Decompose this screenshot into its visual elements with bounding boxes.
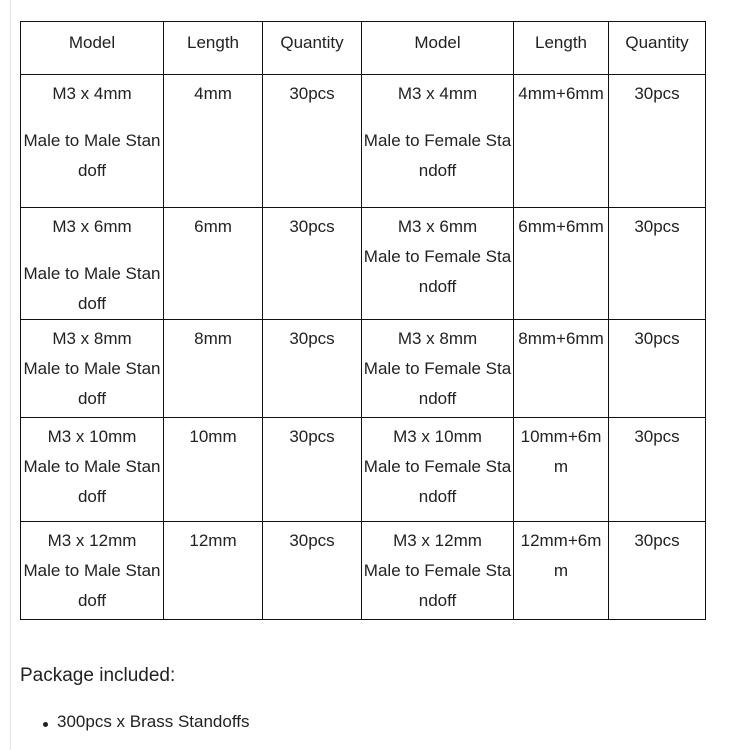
list-item: 300pcs x Brass Standoffs [20, 712, 249, 732]
model-size: M3 x 10mm [47, 427, 137, 446]
model-cell [21, 320, 164, 418]
package-included-heading: Package included: [20, 665, 176, 686]
model-cell [362, 522, 514, 620]
quantity-cell: 30pcs [609, 522, 706, 620]
model-cell [362, 320, 514, 418]
quantity-cell: 30pcs [609, 208, 706, 320]
model-type: Male to Female Standoff [363, 131, 512, 180]
model-cell [362, 208, 514, 320]
model-type: Male to Male Standoff [23, 457, 161, 506]
header-length: Length [164, 22, 263, 75]
table-row [21, 208, 706, 320]
table-row [21, 522, 706, 620]
model-type: Male to Male Standoff [23, 131, 161, 180]
model-type: Male to Male Standoff [23, 561, 161, 610]
left-border-rule [10, 0, 11, 750]
quantity-cell: 30pcs [263, 75, 362, 208]
model-type: Male to Female Standoff [363, 561, 512, 610]
length-cell: 12mm+6mm [514, 522, 609, 620]
model-cell [21, 522, 164, 620]
package-list [20, 712, 249, 732]
model-cell [21, 418, 164, 522]
model-size: M3 x 12mm [393, 531, 482, 550]
model-size: M3 x 12mm [47, 531, 137, 550]
quantity-cell: 30pcs [263, 418, 362, 522]
length-cell: 8mm+6mm [514, 320, 609, 418]
model-size: M3 x 6mm [397, 217, 478, 236]
length-cell: 4mm [164, 75, 263, 208]
model-cell [21, 75, 164, 208]
model-type: Male to Female Standoff [363, 247, 512, 296]
model-type: Male to Male Standoff [23, 359, 161, 408]
header-quantity: Quantity [609, 22, 706, 75]
table-row [21, 75, 706, 208]
model-cell [21, 208, 164, 320]
model-size: M3 x 4mm [52, 84, 132, 103]
model-size: M3 x 6mm [52, 217, 132, 236]
header-model: Model [21, 22, 164, 75]
header-length: Length [514, 22, 609, 75]
model-cell [362, 75, 514, 208]
length-cell: 6mm [164, 208, 263, 320]
quantity-cell: 30pcs [263, 320, 362, 418]
table-header-row [21, 22, 706, 75]
model-type: Male to Female Standoff [363, 457, 512, 506]
model-size: M3 x 4mm [397, 84, 478, 103]
length-cell: 12mm [164, 522, 263, 620]
model-size: M3 x 8mm [52, 329, 132, 348]
model-size: M3 x 10mm [393, 427, 482, 446]
quantity-cell: 30pcs [609, 418, 706, 522]
header-model: Model [362, 22, 514, 75]
model-type: Male to Male Standoff [23, 264, 161, 313]
length-cell: 6mm+6mm [514, 208, 609, 320]
standoff-spec-table [20, 21, 706, 620]
header-quantity: Quantity [263, 22, 362, 75]
quantity-cell: 30pcs [263, 522, 362, 620]
length-cell: 10mm [164, 418, 263, 522]
quantity-cell: 30pcs [609, 75, 706, 208]
length-cell: 10mm+6mm [514, 418, 609, 522]
length-cell: 8mm [164, 320, 263, 418]
table-row [21, 320, 706, 418]
model-type: Male to Female Standoff [363, 359, 512, 408]
quantity-cell: 30pcs [609, 320, 706, 418]
model-size: M3 x 8mm [397, 329, 478, 348]
quantity-cell: 30pcs [263, 208, 362, 320]
model-cell [362, 418, 514, 522]
table-row [21, 418, 706, 522]
length-cell: 4mm+6mm [514, 75, 609, 208]
